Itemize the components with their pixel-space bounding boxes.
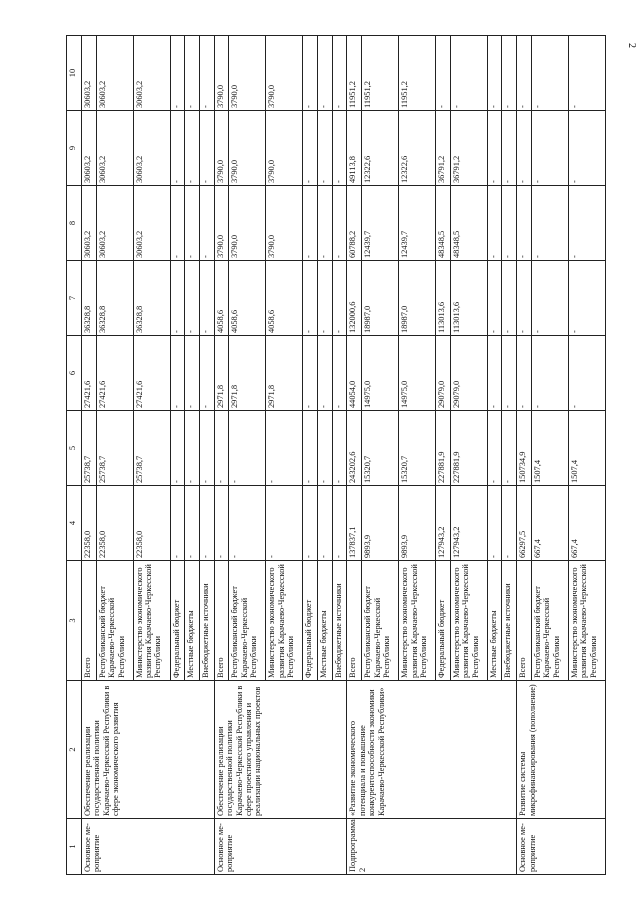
amount-cell: 127943,2 — [450, 486, 487, 561]
amount-cell: - — [200, 111, 215, 186]
funding-source-cell: Республиканский бюджет Карачаево-Черкесской Республики — [531, 561, 568, 681]
table-row — [82, 36, 97, 875]
measure-type-cell: Основное ме-роприятие — [82, 819, 215, 875]
amount-cell: 30603,2 — [96, 111, 133, 186]
amount-cell: 113013,6 — [450, 261, 487, 336]
amount-cell: - — [332, 111, 347, 186]
amount-cell: 4058,6 — [229, 261, 266, 336]
measure-type-cell: Подпрограмма 2 — [347, 819, 517, 875]
amount-cell: - — [487, 486, 502, 561]
funding-source-cell: Внебюджетные источники — [502, 561, 517, 681]
amount-cell: - — [531, 36, 568, 111]
amount-cell: 18987,0 — [362, 261, 399, 336]
amount-cell: 2971,8 — [266, 336, 303, 411]
funding-source-cell: Внебюджетные источники — [332, 561, 347, 681]
amount-cell: 2971,8 — [229, 336, 266, 411]
amount-cell: - — [318, 261, 333, 336]
amount-cell: 11951,2 — [347, 36, 362, 111]
amount-cell: - — [502, 111, 517, 186]
amount-cell: - — [170, 36, 185, 111]
amount-cell: - — [332, 486, 347, 561]
amount-cell: 18987,0 — [399, 261, 436, 336]
amount-cell: 30603,2 — [82, 186, 97, 261]
amount-cell: 3790,0 — [229, 111, 266, 186]
amount-cell: - — [487, 186, 502, 261]
amount-cell: - — [170, 261, 185, 336]
funding-source-cell: Федеральный бюджет — [303, 561, 318, 681]
amount-cell: - — [487, 336, 502, 411]
amount-cell: 4058,6 — [214, 261, 229, 336]
amount-cell: 36328,8 — [133, 261, 170, 336]
amount-cell: 30603,2 — [82, 111, 97, 186]
amount-cell: - — [517, 261, 532, 336]
funding-source-cell: Министерство экономического развития Карачаево-Черкесской Республики — [450, 561, 487, 681]
amount-cell: - — [487, 261, 502, 336]
amount-cell: 30603,2 — [96, 36, 133, 111]
amount-cell: 1507,4 — [531, 411, 568, 486]
amount-cell: - — [318, 111, 333, 186]
column-header: 8 — [67, 186, 82, 261]
column-header: 5 — [67, 411, 82, 486]
amount-cell: 25738,7 — [96, 411, 133, 486]
measure-name-cell: «Развитие экономического потенциала и повышение конкурентоспособности экономики Карачаево-Черкесской Республики» — [347, 681, 517, 819]
amount-cell: - — [502, 186, 517, 261]
page-number: 2 — [626, 43, 637, 48]
table-row — [214, 36, 229, 875]
amount-cell: 3790,0 — [266, 111, 303, 186]
rotated-table-container — [66, 35, 606, 875]
amount-cell: - — [487, 411, 502, 486]
funding-source-cell: Всего — [214, 561, 229, 681]
amount-cell: 44054,0 — [347, 336, 362, 411]
table-row — [347, 36, 362, 875]
funding-source-cell: Внебюджетные источники — [200, 561, 215, 681]
amount-cell: - — [436, 36, 451, 111]
amount-cell: - — [185, 261, 200, 336]
amount-cell: - — [200, 186, 215, 261]
amount-cell: 11951,2 — [399, 36, 436, 111]
funding-source-cell: Республиканский бюджет Карачаево-Черкесской Республики — [362, 561, 399, 681]
amount-cell: 27421,6 — [133, 336, 170, 411]
amount-cell: 22358,0 — [96, 486, 133, 561]
amount-cell: 14975,0 — [362, 336, 399, 411]
amount-cell: - — [200, 486, 215, 561]
column-header: 7 — [67, 261, 82, 336]
amount-cell: - — [303, 486, 318, 561]
funding-source-cell: Всего — [347, 561, 362, 681]
measure-type-cell: Основное ме-роприятие — [517, 819, 606, 875]
amount-cell: 30603,2 — [96, 186, 133, 261]
amount-cell: - — [266, 486, 303, 561]
column-header: 6 — [67, 336, 82, 411]
amount-cell: - — [502, 486, 517, 561]
amount-cell: 3790,0 — [266, 36, 303, 111]
amount-cell: - — [303, 186, 318, 261]
amount-cell: - — [214, 486, 229, 561]
amount-cell: 9893,9 — [399, 486, 436, 561]
amount-cell: - — [170, 186, 185, 261]
amount-cell: 29079,0 — [450, 336, 487, 411]
amount-cell: - — [303, 111, 318, 186]
funding-source-cell: Министерство экономического развития Карачаево-Черкесской Республики — [568, 561, 605, 681]
amount-cell: - — [303, 36, 318, 111]
amount-cell: 66297,5 — [517, 486, 532, 561]
table-row — [517, 36, 532, 875]
amount-cell: 150734,9 — [517, 411, 532, 486]
amount-cell: - — [185, 411, 200, 486]
amount-cell: - — [229, 411, 266, 486]
amount-cell: - — [531, 336, 568, 411]
amount-cell: - — [318, 186, 333, 261]
funding-source-cell: Всего — [82, 561, 97, 681]
amount-cell: 137837,1 — [347, 486, 362, 561]
amount-cell: - — [266, 411, 303, 486]
amount-cell: - — [214, 411, 229, 486]
amount-cell: - — [332, 36, 347, 111]
amount-cell: - — [517, 111, 532, 186]
amount-cell: - — [303, 411, 318, 486]
amount-cell: 227881,9 — [436, 411, 451, 486]
measure-name-cell: Обеспечение реализации государственной политики Карачаево-Черкесской Республики в сфере экономического развития — [82, 681, 215, 819]
amount-cell: 22358,0 — [82, 486, 97, 561]
amount-cell: - — [502, 411, 517, 486]
amount-cell: - — [332, 261, 347, 336]
amount-cell: - — [200, 261, 215, 336]
amount-cell: 12322,6 — [399, 111, 436, 186]
amount-cell: 667,4 — [568, 486, 605, 561]
amount-cell: - — [170, 336, 185, 411]
amount-cell: - — [170, 111, 185, 186]
amount-cell: - — [318, 36, 333, 111]
column-header: 3 — [67, 561, 82, 681]
amount-cell: 36791,2 — [436, 111, 451, 186]
amount-cell: 3790,0 — [229, 36, 266, 111]
amount-cell: 30603,2 — [133, 36, 170, 111]
amount-cell: - — [318, 486, 333, 561]
amount-cell: 30603,2 — [133, 111, 170, 186]
budget-table — [66, 35, 606, 875]
amount-cell: - — [568, 261, 605, 336]
funding-source-cell: Всего — [517, 561, 532, 681]
amount-cell: 3790,0 — [229, 186, 266, 261]
amount-cell: - — [332, 336, 347, 411]
column-header: 1 — [67, 819, 82, 875]
amount-cell: - — [185, 486, 200, 561]
amount-cell: 3790,0 — [214, 186, 229, 261]
amount-cell: 12439,7 — [399, 186, 436, 261]
amount-cell: 1507,4 — [568, 411, 605, 486]
amount-cell: 3790,0 — [214, 36, 229, 111]
amount-cell: 9893,9 — [362, 486, 399, 561]
measure-type-cell: Основное ме-роприятие — [214, 819, 347, 875]
amount-cell: 4058,6 — [266, 261, 303, 336]
amount-cell: - — [487, 111, 502, 186]
table-header-row — [67, 36, 82, 875]
amount-cell: 25738,7 — [133, 411, 170, 486]
funding-source-cell: Республиканский бюджет Карачаево-Черкесской Республики — [96, 561, 133, 681]
funding-source-cell: Местные бюджеты — [487, 561, 502, 681]
amount-cell: 12322,6 — [362, 111, 399, 186]
amount-cell: 30603,2 — [133, 186, 170, 261]
amount-cell: - — [487, 36, 502, 111]
amount-cell: 36328,8 — [82, 261, 97, 336]
amount-cell: - — [531, 111, 568, 186]
amount-cell: - — [517, 186, 532, 261]
amount-cell: - — [200, 411, 215, 486]
amount-cell: 48348,5 — [436, 186, 451, 261]
amount-cell: 49113,8 — [347, 111, 362, 186]
amount-cell: 25738,7 — [82, 411, 97, 486]
amount-cell: - — [531, 186, 568, 261]
amount-cell: 48348,5 — [450, 186, 487, 261]
amount-cell: - — [517, 36, 532, 111]
amount-cell: 15320,7 — [362, 411, 399, 486]
amount-cell: 15320,7 — [399, 411, 436, 486]
amount-cell: - — [502, 36, 517, 111]
amount-cell: - — [318, 336, 333, 411]
amount-cell: - — [531, 261, 568, 336]
amount-cell: 12439,7 — [362, 186, 399, 261]
column-header: 9 — [67, 111, 82, 186]
amount-cell: - — [332, 186, 347, 261]
amount-cell: 113013,6 — [436, 261, 451, 336]
measure-name-cell: Обеспечение реализации государственной политики Карачаево-Черкесской Республики в сфере проектного управления и реализации национальных проектов — [214, 681, 347, 819]
amount-cell: 127943,2 — [436, 486, 451, 561]
column-header: 2 — [67, 681, 82, 819]
amount-cell: - — [568, 186, 605, 261]
funding-source-cell: Местные бюджеты — [318, 561, 333, 681]
amount-cell: - — [568, 336, 605, 411]
amount-cell: 29079,0 — [436, 336, 451, 411]
funding-source-cell: Министерство экономического развития Карачаево-Черкесской Республики — [133, 561, 170, 681]
amount-cell: 132000,6 — [347, 261, 362, 336]
amount-cell: 243202,6 — [347, 411, 362, 486]
amount-cell: - — [568, 36, 605, 111]
amount-cell: - — [185, 36, 200, 111]
amount-cell: - — [185, 111, 200, 186]
amount-cell: 27421,6 — [96, 336, 133, 411]
amount-cell: - — [200, 336, 215, 411]
amount-cell: - — [318, 411, 333, 486]
funding-source-cell: Федеральный бюджет — [170, 561, 185, 681]
amount-cell: - — [502, 336, 517, 411]
amount-cell: 36328,8 — [96, 261, 133, 336]
funding-source-cell: Местные бюджеты — [185, 561, 200, 681]
amount-cell: - — [303, 261, 318, 336]
funding-source-cell: Республиканский бюджет Карачаево-Черкесской Республики — [229, 561, 266, 681]
amount-cell: 22358,0 — [133, 486, 170, 561]
column-header: 10 — [67, 36, 82, 111]
amount-cell: 27421,6 — [82, 336, 97, 411]
amount-cell: - — [450, 36, 487, 111]
amount-cell: - — [229, 486, 266, 561]
amount-cell: 30603,2 — [82, 36, 97, 111]
funding-source-cell: Федеральный бюджет — [436, 561, 451, 681]
column-header: 4 — [67, 486, 82, 561]
amount-cell: - — [303, 336, 318, 411]
amount-cell: 3790,0 — [266, 186, 303, 261]
amount-cell: 36791,2 — [450, 111, 487, 186]
amount-cell: - — [332, 411, 347, 486]
amount-cell: - — [502, 261, 517, 336]
amount-cell: 11951,2 — [362, 36, 399, 111]
amount-cell: 3790,0 — [214, 111, 229, 186]
amount-cell: 2971,8 — [214, 336, 229, 411]
funding-source-cell: Министерство экономического развития Карачаево-Черкесской Республики — [399, 561, 436, 681]
amount-cell: 60788,2 — [347, 186, 362, 261]
amount-cell: - — [185, 336, 200, 411]
amount-cell: 667,4 — [531, 486, 568, 561]
amount-cell: - — [170, 486, 185, 561]
amount-cell: - — [568, 111, 605, 186]
funding-source-cell: Министерство экономического развития Карачаево-Черкесской Республики — [266, 561, 303, 681]
amount-cell: 14975,0 — [399, 336, 436, 411]
amount-cell: - — [517, 336, 532, 411]
amount-cell: - — [200, 36, 215, 111]
amount-cell: 227881,9 — [450, 411, 487, 486]
amount-cell: - — [185, 186, 200, 261]
amount-cell: - — [170, 411, 185, 486]
measure-name-cell: Развитие системы микрофинансирования (пополнение) — [517, 681, 606, 819]
